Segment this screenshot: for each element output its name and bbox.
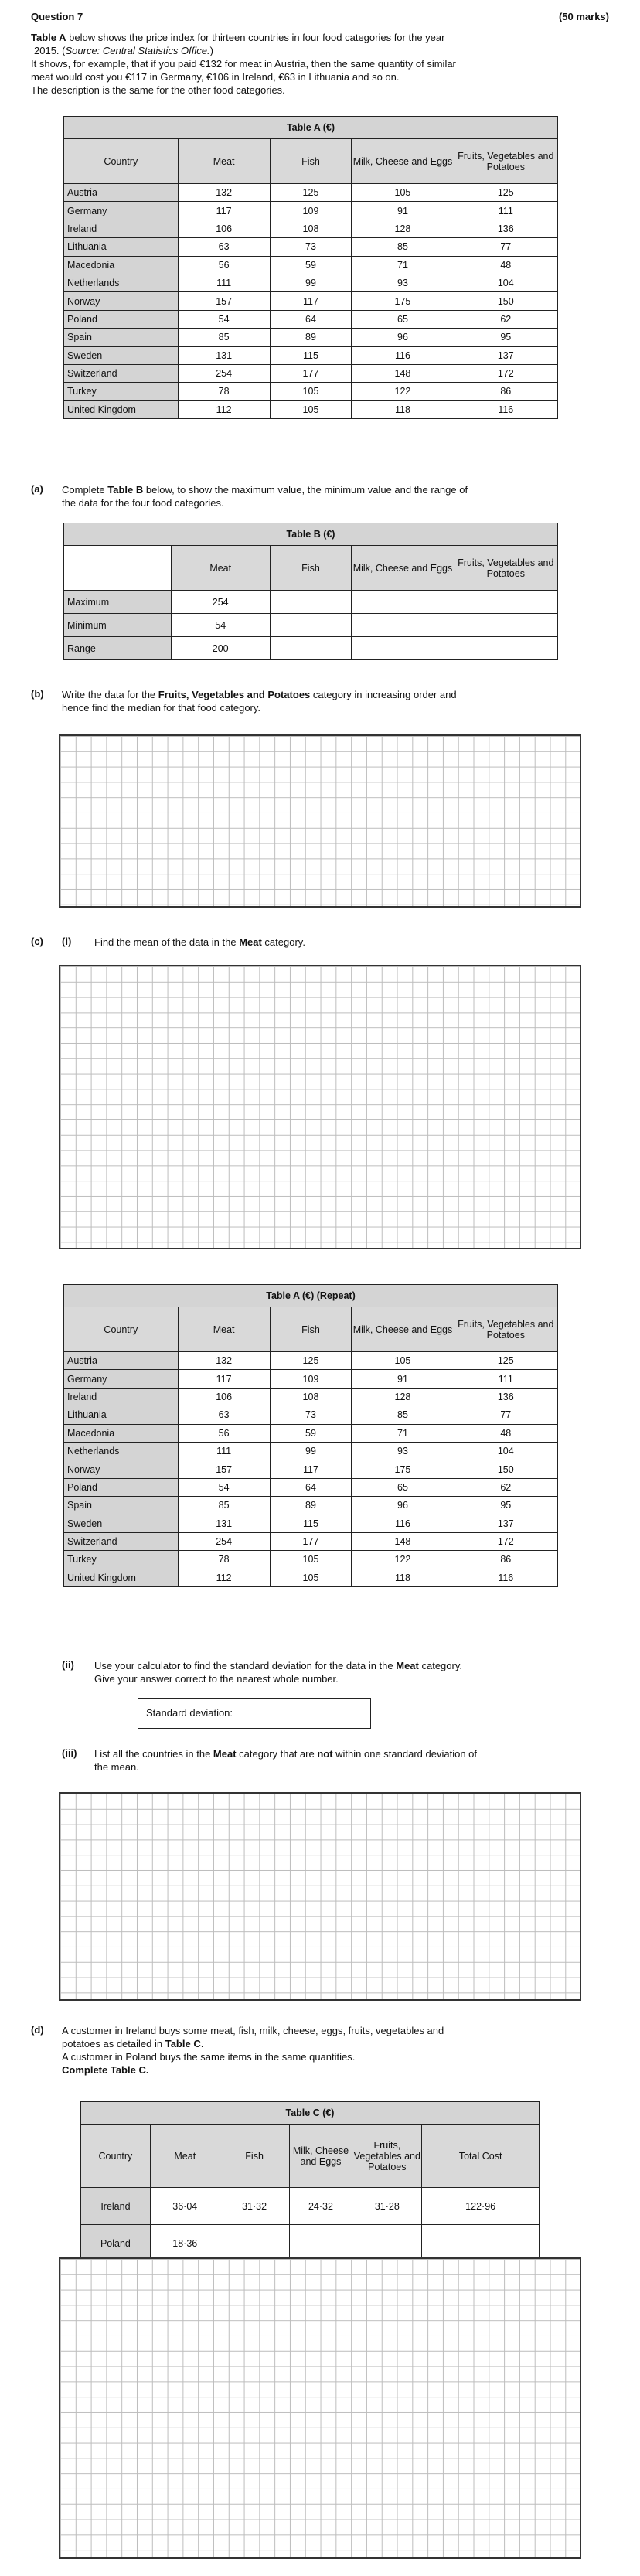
part-c-ii-category: Meat [396, 1660, 419, 1671]
table-cell: 63 [178, 1406, 270, 1424]
part-c-i-text [94, 935, 597, 949]
table-cell: 157 [178, 1460, 270, 1478]
row-label: Germany [64, 1370, 179, 1388]
table-cell: 99 [270, 1442, 352, 1460]
intro-line2-post: ) [209, 45, 213, 56]
row-label: Ireland [81, 2188, 151, 2225]
table-cell: 116 [352, 346, 454, 364]
table-cell[interactable] [270, 591, 352, 614]
row-label: Sweden [64, 1515, 179, 1532]
table-cell[interactable] [454, 591, 557, 614]
table-cell: 59 [270, 256, 352, 274]
tableA-header-3: Milk, Cheese and Eggs [352, 139, 454, 184]
table-cell: 122·96 [422, 2188, 540, 2225]
table-row [64, 1478, 558, 1496]
table-cell: 105 [270, 383, 352, 400]
row-label: Poland [64, 1478, 179, 1496]
table-cell: 117 [270, 1460, 352, 1478]
part-a-label: (a) [31, 483, 43, 495]
table-cell: 48 [454, 256, 557, 274]
part-d-text [62, 2024, 603, 2077]
intro-table-ref: Table A [31, 32, 66, 43]
part-c-ii-text1-post: category. [418, 1660, 462, 1671]
table-row [64, 1424, 558, 1442]
tableA-header-1: Meat [178, 1307, 270, 1352]
table-cell: 115 [270, 346, 352, 364]
table-cell: 36·04 [150, 2188, 220, 2225]
tableA-header-4: Fruits, Vegetables and Potatoes [454, 139, 557, 184]
table-row [64, 184, 558, 202]
row-label: Sweden [64, 346, 179, 364]
table-cell: 64 [270, 310, 352, 328]
table-cell[interactable] [289, 2225, 352, 2262]
table-row [64, 1460, 558, 1478]
table-cell: 109 [270, 1370, 352, 1388]
tableA-header-1: Meat [178, 139, 270, 184]
row-label: Turkey [64, 383, 179, 400]
table-cell: 54 [171, 614, 270, 637]
table-row [64, 1515, 558, 1532]
table-cell: 116 [454, 400, 557, 418]
row-label: Norway [64, 292, 179, 310]
table-cell: 125 [454, 184, 557, 202]
table-cell: 63 [178, 238, 270, 256]
table-cell: 48 [454, 1424, 557, 1442]
table-cell[interactable] [454, 637, 557, 660]
table-cell: 105 [270, 1551, 352, 1569]
table-cell: 148 [352, 364, 454, 382]
table-cell: 71 [352, 256, 454, 274]
table-cell: 116 [352, 1515, 454, 1532]
part-d-label: (d) [31, 2024, 44, 2036]
table-cell[interactable] [270, 614, 352, 637]
table-cell: 122 [352, 383, 454, 400]
row-label: Macedonia [64, 256, 179, 274]
intro-line2-pre: 2015. ( [34, 45, 66, 56]
table-cell[interactable] [352, 591, 454, 614]
row-label: Netherlands [64, 1442, 179, 1460]
row-label: Switzerland [64, 1532, 179, 1550]
table-cell[interactable] [352, 614, 454, 637]
table-row [64, 1532, 558, 1550]
part-a-text1-post: below, to show the maximum value, the minimum value and the range of [143, 484, 468, 496]
tableB-header-3: Milk, Cheese and Eggs [352, 546, 454, 591]
row-label: Maximum [64, 591, 172, 614]
table-cell: 31·32 [220, 2188, 289, 2225]
part-b-text1-post: category in increasing order and [310, 689, 457, 700]
intro-paragraph [31, 31, 618, 97]
table-cell: 89 [270, 1497, 352, 1515]
tableC-header-5: Total Cost [422, 2125, 540, 2188]
table-cell: 137 [454, 1515, 557, 1532]
row-label: Germany [64, 202, 179, 220]
table-cell[interactable] [454, 614, 557, 637]
tableB-header-2: Fish [270, 546, 352, 591]
table-cell: 93 [352, 274, 454, 291]
table-c [80, 2101, 540, 2262]
part-c-i-label: (i) [62, 935, 72, 947]
table-cell: 200 [171, 637, 270, 660]
part-d-text4-pre: Complete [62, 2064, 111, 2076]
table-cell: 117 [270, 292, 352, 310]
part-c-iii-category: Meat [213, 1748, 237, 1760]
table-cell: 118 [352, 400, 454, 418]
tableB-header-4: Fruits, Vegetables and Potatoes [454, 546, 557, 591]
table-a [63, 116, 558, 419]
part-c-ii-label: (ii) [62, 1659, 74, 1671]
table-cell: 73 [270, 1406, 352, 1424]
table-cell: 132 [178, 184, 270, 202]
part-d-text1: A customer in Ireland buys some meat, fish, milk, cheese, eggs, fruits, vegetables and [62, 2025, 444, 2036]
table-cell: 177 [270, 364, 352, 382]
table-cell: 111 [178, 1442, 270, 1460]
row-label: Poland [81, 2225, 151, 2262]
part-a-text2: the data for the four food categories. [62, 497, 224, 509]
table-row [64, 1442, 558, 1460]
tableC-header-3: Milk, Cheese and Eggs [289, 2125, 352, 2188]
table-row [64, 400, 558, 418]
tableB-header-0 [64, 546, 172, 591]
table-cell[interactable] [422, 2225, 540, 2262]
table-cell[interactable] [270, 637, 352, 660]
table-cell: 95 [454, 329, 557, 346]
table-cell: 106 [178, 220, 270, 237]
table-cell: 95 [454, 1497, 557, 1515]
table-cell[interactable] [352, 637, 454, 660]
table-b [63, 523, 558, 660]
table-cell: 108 [270, 220, 352, 237]
part-c-ii-text1-pre: Use your calculator to find the standard deviation for the data in the [94, 1660, 397, 1671]
table-cell: 125 [270, 184, 352, 202]
table-cell: 71 [352, 1424, 454, 1442]
table-cell: 128 [352, 1388, 454, 1406]
table-cell[interactable] [352, 2225, 422, 2262]
table-cell: 85 [178, 329, 270, 346]
table-cell: 122 [352, 1551, 454, 1569]
answer-grid-c-i[interactable] [59, 965, 581, 1249]
table-cell: 115 [270, 1515, 352, 1532]
table-cell: 77 [454, 1406, 557, 1424]
table-row [64, 1406, 558, 1424]
tableC-header-4: Fruits, Vegetables and Potatoes [352, 2125, 422, 2188]
table-cell: 91 [352, 202, 454, 220]
table-cell: 104 [454, 1442, 557, 1460]
table-cell: 77 [454, 238, 557, 256]
table-row [64, 238, 558, 256]
tableB-header-1: Meat [171, 546, 270, 591]
table-row [64, 1497, 558, 1515]
table-row [64, 220, 558, 237]
part-a-table-ref: Table B [107, 484, 144, 496]
table-cell: 86 [454, 383, 557, 400]
table-cell: 112 [178, 1569, 270, 1586]
table-cell: 105 [352, 1352, 454, 1370]
part-d-text4-post: . [145, 2064, 149, 2076]
table-cell: 62 [454, 310, 557, 328]
table-a-repeat [63, 1284, 558, 1587]
table-cell: 64 [270, 1478, 352, 1496]
row-label: Minimum [64, 614, 172, 637]
tableA-header-0: Country [64, 1307, 179, 1352]
table-cell: 105 [270, 400, 352, 418]
table-a-title: Table A (€) [64, 117, 558, 139]
table-cell: 148 [352, 1532, 454, 1550]
table-row [64, 329, 558, 346]
table-cell: 117 [178, 202, 270, 220]
part-c-i-text-post: category. [261, 936, 305, 948]
intro-line4: meat would cost you €117 in Germany, €106 in Ireland, €63 in Lithuania and so on. [31, 71, 400, 83]
tableA-header-2: Fish [270, 1307, 352, 1352]
table-cell: 99 [270, 274, 352, 291]
part-a-text [62, 483, 603, 509]
table-row [64, 1569, 558, 1586]
answer-grid-c-iii[interactable] [59, 1792, 581, 2001]
table-cell: 105 [270, 1569, 352, 1586]
standard-deviation-label: Standard deviation: [146, 1707, 233, 1719]
table-cell: 96 [352, 329, 454, 346]
part-c-i-category: Meat [239, 936, 262, 948]
table-cell: 78 [178, 383, 270, 400]
table-cell: 31·28 [352, 2188, 422, 2225]
table-cell: 105 [352, 184, 454, 202]
row-label: Ireland [64, 220, 179, 237]
marks-label: (50 marks) [558, 11, 609, 22]
table-cell: 254 [178, 364, 270, 382]
table-cell: 172 [454, 364, 557, 382]
table-cell: 136 [454, 1388, 557, 1406]
row-label: Lithuania [64, 238, 179, 256]
intro-line3: It shows, for example, that if you paid €132 for meat in Austria, then the same quantity of similar [31, 58, 456, 70]
part-c-ii-text [94, 1659, 597, 1685]
table-a-repeat-title: Table A (€) (Repeat) [64, 1285, 558, 1307]
row-label: Netherlands [64, 274, 179, 291]
part-c-label: (c) [31, 935, 43, 947]
row-label: Lithuania [64, 1406, 179, 1424]
table-cell: 56 [178, 1424, 270, 1442]
tableA-header-3: Milk, Cheese and Eggs [352, 1307, 454, 1352]
row-label: Austria [64, 184, 179, 202]
part-d-text3: A customer in Poland buys the same items in the same quantities. [62, 2051, 356, 2063]
table-cell: 109 [270, 202, 352, 220]
table-cell: 131 [178, 1515, 270, 1532]
part-b-text [62, 688, 603, 714]
row-label: Spain [64, 329, 179, 346]
row-label: Austria [64, 1352, 179, 1370]
table-row [64, 1352, 558, 1370]
part-c-ii-text2: Give your answer correct to the nearest whole number. [94, 1673, 339, 1685]
part-c-iii-text2: the mean. [94, 1761, 139, 1773]
table-row [64, 1370, 558, 1388]
table-row [64, 614, 558, 637]
table-cell: 150 [454, 292, 557, 310]
table-row [64, 1551, 558, 1569]
table-row [81, 2225, 540, 2262]
answer-grid-d[interactable] [59, 2257, 581, 2559]
table-row [64, 310, 558, 328]
table-cell: 104 [454, 274, 557, 291]
part-c-iii-not: not [317, 1748, 333, 1760]
part-c-iii-text1-post: within one standard deviation of [332, 1748, 478, 1760]
table-cell: 136 [454, 220, 557, 237]
table-cell: 62 [454, 1478, 557, 1496]
table-row [64, 202, 558, 220]
table-cell: 175 [352, 1460, 454, 1478]
table-cell: 117 [178, 1370, 270, 1388]
table-cell: 125 [454, 1352, 557, 1370]
row-label: Switzerland [64, 364, 179, 382]
table-row [64, 591, 558, 614]
part-c-i-text-pre: Find the mean of the data in the [94, 936, 240, 948]
table-b-title: Table B (€) [64, 523, 558, 546]
table-cell: 85 [352, 1406, 454, 1424]
table-cell: 172 [454, 1532, 557, 1550]
table-cell: 85 [352, 238, 454, 256]
part-b-category: Fruits, Vegetables and Potatoes [158, 689, 311, 700]
table-cell: 89 [270, 329, 352, 346]
part-b-text2: hence find the median for that food category. [62, 702, 261, 714]
table-cell: 24·32 [289, 2188, 352, 2225]
table-row [64, 256, 558, 274]
table-cell: 150 [454, 1460, 557, 1478]
row-label: United Kingdom [64, 400, 179, 418]
intro-source: Source: Central Statistics Office. [65, 45, 210, 56]
part-d-table-ref: Table C [165, 2038, 201, 2050]
row-label: Macedonia [64, 1424, 179, 1442]
table-cell: 54 [178, 1478, 270, 1496]
table-cell: 111 [454, 202, 557, 220]
table-cell: 125 [270, 1352, 352, 1370]
table-cell: 131 [178, 346, 270, 364]
table-cell: 112 [178, 400, 270, 418]
table-cell: 132 [178, 1352, 270, 1370]
part-c-iii-text1-mid: category that are [236, 1748, 318, 1760]
table-cell: 106 [178, 1388, 270, 1406]
table-cell: 111 [454, 1370, 557, 1388]
table-cell: 73 [270, 238, 352, 256]
answer-grid-b[interactable] [59, 734, 581, 908]
tableA-header-4: Fruits, Vegetables and Potatoes [454, 1307, 557, 1352]
table-cell[interactable] [220, 2225, 289, 2262]
part-d-text2-pre: potatoes as detailed in [62, 2038, 165, 2050]
row-label: Norway [64, 1460, 179, 1478]
table-row [64, 1388, 558, 1406]
table-row [64, 292, 558, 310]
table-row [64, 383, 558, 400]
part-c-iii-label: (iii) [62, 1747, 77, 1759]
table-cell: 177 [270, 1532, 352, 1550]
table-row [64, 364, 558, 382]
table-cell: 128 [352, 220, 454, 237]
part-b-label: (b) [31, 688, 44, 700]
part-d-table-ref2: Table C [110, 2064, 146, 2076]
tableA-header-2: Fish [270, 139, 352, 184]
intro-line5: The description is the same for the other food categories. [31, 84, 285, 96]
table-cell: 86 [454, 1551, 557, 1569]
table-row [64, 637, 558, 660]
row-label: Spain [64, 1497, 179, 1515]
table-c-title: Table C (€) [81, 2102, 540, 2125]
row-label: Turkey [64, 1551, 179, 1569]
tableA-header-0: Country [64, 139, 179, 184]
table-cell: 175 [352, 292, 454, 310]
standard-deviation-box[interactable] [138, 1698, 371, 1729]
table-row [64, 346, 558, 364]
row-label: Ireland [64, 1388, 179, 1406]
table-cell: 18·36 [150, 2225, 220, 2262]
tableC-header-2: Fish [220, 2125, 289, 2188]
table-cell: 118 [352, 1569, 454, 1586]
table-cell: 137 [454, 346, 557, 364]
table-cell: 65 [352, 1478, 454, 1496]
table-cell: 65 [352, 310, 454, 328]
table-cell: 91 [352, 1370, 454, 1388]
table-cell: 59 [270, 1424, 352, 1442]
tableC-header-0: Country [81, 2125, 151, 2188]
row-label: United Kingdom [64, 1569, 179, 1586]
table-cell: 116 [454, 1569, 557, 1586]
table-cell: 254 [171, 591, 270, 614]
table-row [64, 274, 558, 291]
part-b-text1-pre: Write the data for the [62, 689, 158, 700]
table-cell: 254 [178, 1532, 270, 1550]
part-d-text2-post: . [200, 2038, 204, 2050]
part-a-text1-pre: Complete [62, 484, 108, 496]
tableC-header-1: Meat [150, 2125, 220, 2188]
table-cell: 56 [178, 256, 270, 274]
row-label: Range [64, 637, 172, 660]
table-cell: 93 [352, 1442, 454, 1460]
table-cell: 54 [178, 310, 270, 328]
part-c-iii-text [94, 1747, 597, 1774]
table-cell: 78 [178, 1551, 270, 1569]
table-row [81, 2188, 540, 2225]
table-cell: 157 [178, 292, 270, 310]
table-cell: 111 [178, 274, 270, 291]
table-cell: 85 [178, 1497, 270, 1515]
part-c-iii-text1-pre: List all the countries in the [94, 1748, 213, 1760]
intro-line1: below shows the price index for thirteen countries in four food categories for the year [66, 32, 445, 43]
row-label: Poland [64, 310, 179, 328]
table-cell: 108 [270, 1388, 352, 1406]
table-cell: 96 [352, 1497, 454, 1515]
question-title: Question 7 [31, 11, 83, 22]
